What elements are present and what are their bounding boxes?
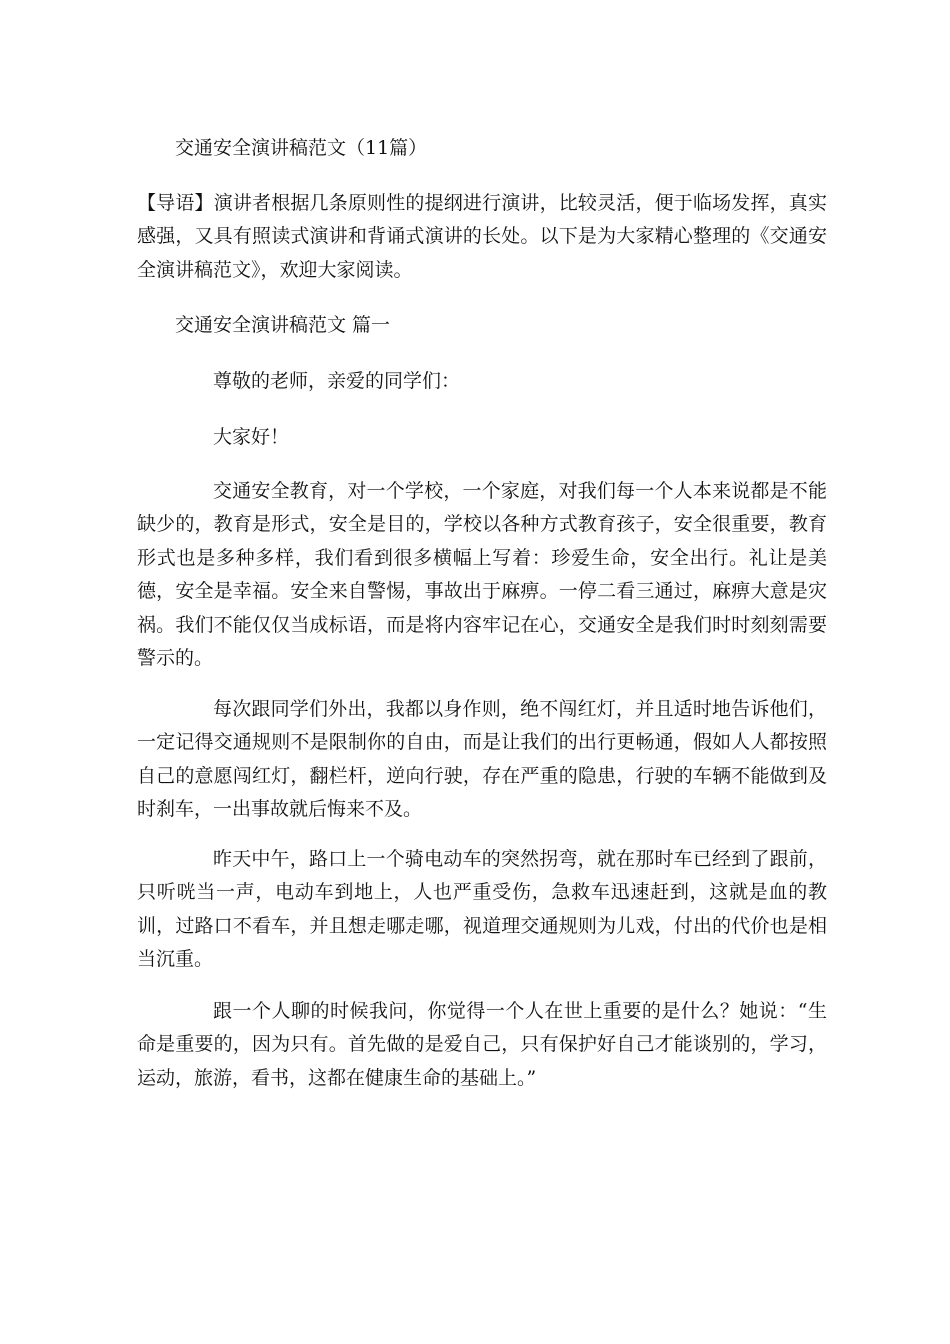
section-heading: 交通安全演讲稿范文 篇一 — [175, 314, 391, 336]
document-title: 交通安全演讲稿范文（11篇） — [175, 137, 428, 159]
intro-tag: 【导语】 — [137, 192, 214, 214]
intro-text: 演讲者根据几条原则性的提纲进行演讲，比较灵活，便于临场发挥，真实感强，又具有照读式演讲和背诵式演讲的长处。以下是为大家精心整理的《交通安全演讲稿范文》，欢迎大家阅读。 — [137, 192, 827, 281]
salutation: 尊敬的老师，亲爱的同学们： — [213, 370, 461, 392]
body-paragraph-2: 每次跟同学们外出，我都以身作则，绝不闯红灯，并且适时地告诉他们，一定记得交通规则不是限制你的自由，而是让我们的出行更畅通，假如人人都按照自己的意愿闯红灯，翻栏杆，逆向行驶，存在严重的隐患，行驶的车辆不能做到及时刹车，一出事故就后悔来不及。 — [137, 698, 827, 821]
body-paragraph-4: 跟一个人聊的时候我问，你觉得一个人在世上重要的是什么？她说：“生命是重要的，因为只有。首先做的是爱自己，只有保护好自己才能谈别的，学习，运动，旅游，看书，这都在健康生命的基础上。” — [137, 1000, 827, 1089]
body-paragraph-1: 交通安全教育，对一个学校，一个家庭，对我们每一个人本来说都是不能缺少的，教育是形式，安全是目的，学校以各种方式教育孩子，安全很重要，教育形式也是多种多样，我们看到很多横幅上写着：珍爱生命，安全出行。礼让是美德，安全是幸福。安全来自警惕，事故出于麻痹。一停二看三通过，麻痹大意是灾祸。我们不能仅仅当成标语，而是将内容牢记在心，交通安全是我们时时刻刻需要警示的。 — [137, 480, 827, 670]
body-paragraph-3: 昨天中午，路口上一个骑电动车的突然拐弯，就在那时车已经到了跟前，只听咣当一声，电动车到地上，人也严重受伤，急救车迅速赶到，这就是血的教训，过路口不看车，并且想走哪走哪，视道理交通规则为儿戏，付出的代价也是相当沉重。 — [137, 848, 827, 971]
greeting: 大家好！ — [213, 426, 290, 448]
intro-paragraph — [137, 187, 827, 287]
